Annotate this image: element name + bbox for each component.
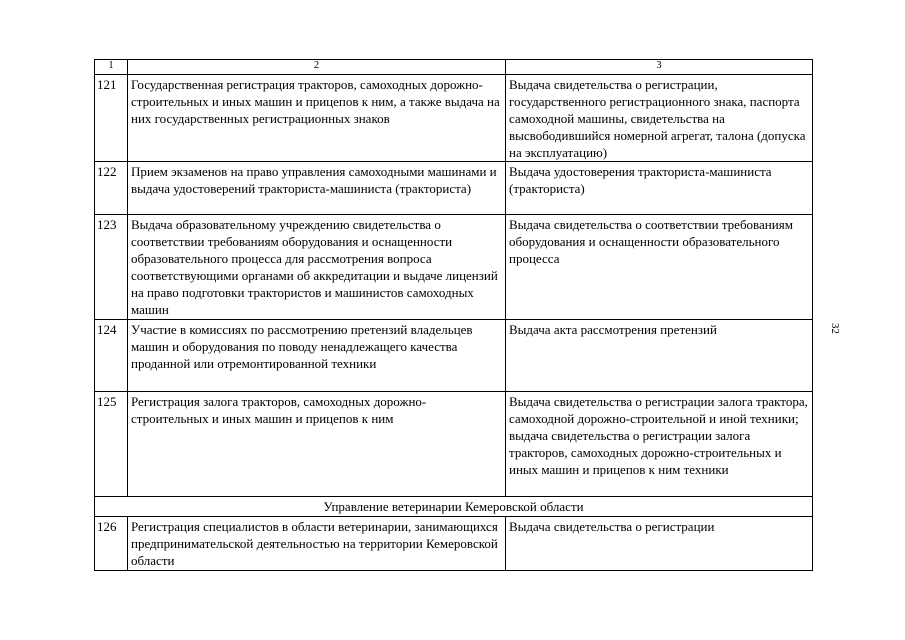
service-name: Регистрация специалистов в области ветеринарии, занимающихся предпринимательской деятельностью на территории Кемеровской области — [128, 517, 506, 571]
table-row — [95, 75, 813, 162]
service-name: Выдача образовательному учреждению свидетельства о соответствии требованиям оборудования и оснащенности образовательного процесса для рассмотрения вопроса соответствующими органами об аккредитации и выдаче лицензий на право подготовки трактористов и машинистов самоходных машин — [128, 215, 506, 320]
service-result: Выдача свидетельства о регистрации — [506, 517, 813, 571]
section-title: Управление ветеринарии Кемеровской области — [95, 497, 813, 517]
service-name: Регистрация залога тракторов, самоходных дорожно-строительных и иных машин и прицепов к ним — [128, 392, 506, 497]
service-result: Выдача свидетельства о регистрации залога трактора, самоходной дорожно-строительной и иной техники; выдача свидетельства о регистрации залога тракторов, самоходных дорожно-строительных и иных машин и прицепов к ним техники — [506, 392, 813, 497]
row-number: 121 — [95, 75, 128, 162]
service-name: Государственная регистрация тракторов, самоходных дорожно-строительных и иных машин и прицепов к ним, а также выдача на них государственных регистрационных знаков — [128, 75, 506, 162]
service-name: Прием экзаменов на право управления самоходными машинами и выдача удостоверений тракториста-машиниста (тракториста) — [128, 162, 506, 215]
table-row — [95, 517, 813, 571]
row-number: 125 — [95, 392, 128, 497]
table-row — [95, 392, 813, 497]
table-row — [95, 320, 813, 392]
row-number: 123 — [95, 215, 128, 320]
page-number: 32 — [829, 323, 841, 334]
table-header-row — [95, 60, 813, 75]
column-header: 2 — [128, 60, 506, 75]
row-number: 124 — [95, 320, 128, 392]
table-row — [95, 215, 813, 320]
service-result: Выдача акта рассмотрения претензий — [506, 320, 813, 392]
service-result: Выдача свидетельства о соответствии требованиям оборудования и оснащенности образовательного процесса — [506, 215, 813, 320]
service-name: Участие в комиссиях по рассмотрению претензий владельцев машин и оборудования по поводу ненадлежащего качества проданной или отремонтированной техники — [128, 320, 506, 392]
column-header: 3 — [506, 60, 813, 75]
column-header: 1 — [95, 60, 128, 75]
table-row — [95, 162, 813, 215]
service-result: Выдача удостоверения тракториста-машиниста (тракториста) — [506, 162, 813, 215]
row-number: 122 — [95, 162, 128, 215]
service-result: Выдача свидетельства о регистрации, государственного регистрационного знака, паспорта самоходной машины, свидетельства на высвободившийся номерной агрегат, талона (допуска на эксплуатацию) — [506, 75, 813, 162]
row-number: 126 — [95, 517, 128, 571]
services-table — [94, 59, 813, 571]
section-header-row — [95, 497, 813, 517]
